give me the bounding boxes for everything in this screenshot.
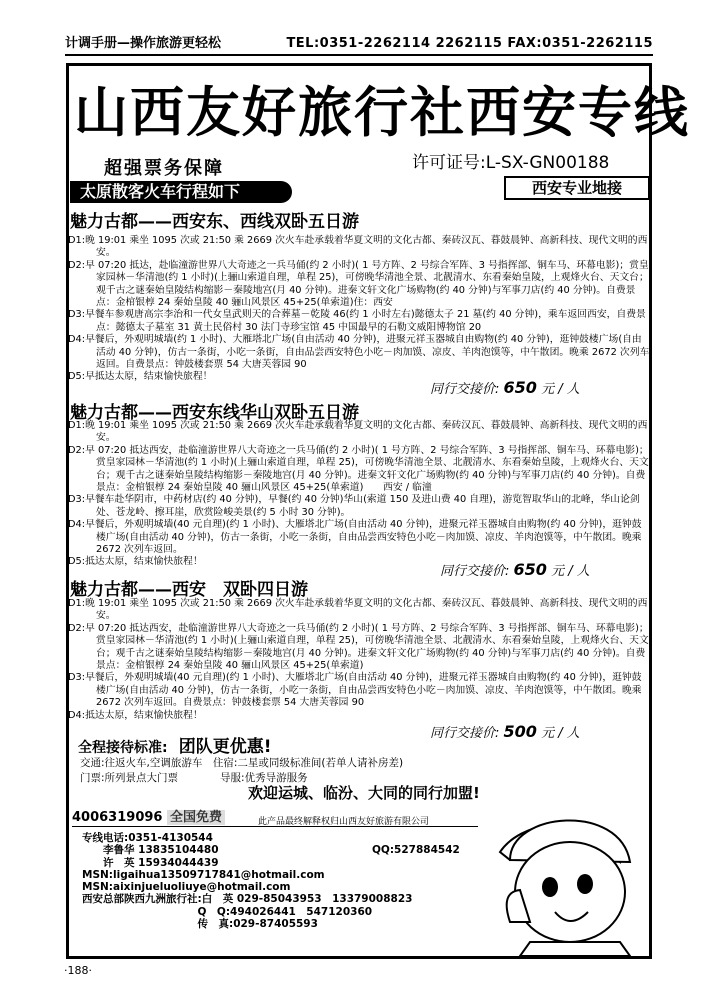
left-eye	[542, 877, 558, 897]
contact-text: 李鲁华 13835104480	[82, 844, 219, 857]
shirt	[520, 942, 630, 956]
service-standard	[78, 732, 378, 757]
contact-line	[82, 906, 502, 918]
contact-line	[82, 918, 502, 930]
price-label: 同行交接价:	[430, 726, 500, 741]
subtitle: 超强票务保障	[104, 158, 224, 179]
route-title: 魅力古都——西安 双卧四日游	[70, 580, 308, 600]
price-unit: 元 / 人	[551, 564, 590, 579]
price-unit: 元 / 人	[541, 726, 580, 741]
mascot-illustration	[470, 772, 650, 956]
section-banner: 太原散客火车行程如下	[70, 181, 292, 203]
service-line: 交通:往返火车,空调旅游车 住宿:二星或同级标准间(若单人请补房差)	[80, 757, 404, 769]
contact-text: 许 英 15934044439	[82, 856, 219, 869]
header-contacts: TEL:0351-2262114 2262115 FAX:0351-2262115	[286, 36, 653, 51]
contact-line	[82, 832, 502, 844]
right-eye	[577, 874, 593, 894]
itinerary	[68, 598, 650, 722]
route-title: 魅力古都——西安东线华山双卧五日游	[70, 403, 359, 423]
itinerary-day: D4:早餐后，外观明城墙(约 1 小时)、大雁塔北广场(自由活动 40 分钟)，进聚元祥玉器城自由购物(约 40 分钟)，逛钟鼓楼广场(自由活动 40 分钟)，仿古一条街，小吃一条街，自由品尝西安特色小吃－肉加馍、凉皮、羊肉泡馍等，中午散团。晚乘 2672 次列车返回。自费景点：钟鼓楼套票 54 大唐芙蓉园 90	[68, 334, 650, 371]
itinerary-day: D3:早餐后，外观明城墙(40 元自理)(约 1 小时)、大雁塔北广场(自由活动 40 分钟)，进聚元祥玉器城自由购物(约 40 分钟)，逛钟鼓楼广场(自由活动 40 分钟)，仿古一条街，小吃一条街，自由品尝西安特色小吃－肉加馍、凉皮、羊肉泡馍等，中午散团。晚乘 2672 次列车返回。自费景点：钟鼓楼套票 54 大唐芙蓉园 90	[68, 672, 642, 709]
price-tag	[430, 378, 580, 397]
specialty-badge: 西安专业地接	[504, 176, 650, 200]
itinerary-day: D2:早 07:20 抵达西安，赴临潼游世界八大奇迹之一兵马俑(约 2 小时)( 1 号方阵、2 号综合军阵、3 号指挥部、铜车马、环幕电影)；赏皇家园林－华清池(约 1 小时)(上骊山索道自理，单程 25)，可傍晚华清池全景、北靓清水、东看秦始皇陵，上观烽火台、天文台；观千古之谜秦始皇陵结构缩影－秦陵地宫(月 40 分钟)。进秦文轩文化广场购物(约 40 分钟)与军事刀店(约 40 分钟)。自费景点：金棺银椁 24 秦始皇陵 40 骊山风景区 45+25(单索道)	[68, 622, 649, 672]
itinerary-day: D1:晚 19:01 乘坐 1095 次或 21:50 乘 2669 次火车赴承载着华夏文明的文化古都、秦砖汉瓦、暮鼓晨钟、高新科技、现代文明的西安。	[68, 235, 648, 259]
header-bar	[65, 34, 653, 56]
price-label: 同行交接价:	[440, 564, 510, 579]
itinerary	[68, 420, 650, 569]
header-slogan: 计调手册—操作旅游更轻松	[65, 36, 222, 51]
contact-text: MSN:aixinjueluoliuye@hotmail.com	[82, 881, 291, 894]
service-label: 全程接待标准:	[78, 740, 168, 756]
itinerary-day: D2:早 07:20 抵达西安，赴临潼游世界八大奇迹之一兵马俑(约 2 小时)( 1 号方阵、2 号综合军阵、3 号指挥部、铜车马、环幕电影)；赏皇家园林－华清池(约 1 小时)(上骊山索道自理，单程 25)，可傍晚华清池全景、北靓清水、东看秦始皇陵，上观烽火台、天文台；观千古之谜秦始皇陵结构缩影－秦陵地宫(月 40 分钟)。进秦文轩文化广场购物(约 40 分钟)与军事刀店(约 40 分钟)。自费景点：金棺银椁 24 秦始皇陵 40 骊山风景区 45+25(单索道) 西安 / 临潼	[68, 444, 649, 494]
rights-notice: 此产品最终解释权归山西友好旅游有限公司	[258, 817, 430, 827]
itinerary-day: D2:早 07:20 抵达，赴临潼游世界八大奇迹之一兵马俑(约 2 小时)( 1 号方阵、2 号综合军阵、3 号指挥部、铜车马、环幕电影)；赏皇家园林－华清池(约 1 小时)(上骊山索道自理，单程 25)，可傍晚华清池全景、北靓清水、东看秦始皇陵，上观烽火台、天文台；观千古之谜秦始皇陵结构缩影－秦陵地宫(月 40 分钟)。进秦文轩文化广场购物(约 40 分钟)与军事刀店(约 40 分钟)。自费景点：金棺银椁 24 秦始皇陵 40 骊山风景区 45+25(单索道)住：西安	[68, 259, 649, 309]
contact-line	[82, 881, 502, 893]
hotline-number: 4006319096	[72, 810, 163, 825]
face	[515, 842, 625, 942]
itinerary-day: D3:早餐车参观唐高宗李治和一代女皇武则天的合葬墓－乾陵 46(约 1 小时左右)懿德太子 21 墓(约 40 分钟)，乘车返回西安，自费景点：懿德太子墓室 31 黄土民俗村 30 法门寺珍宝馆 45 中国最早的石勒文威阳博物馆 20	[68, 309, 646, 333]
contact-line	[82, 893, 502, 905]
price-amount: 650	[503, 378, 537, 397]
page-number: ·188·	[64, 964, 92, 977]
hotline	[72, 806, 225, 825]
price-amount: 500	[503, 722, 537, 741]
contact-line	[82, 844, 502, 856]
price-unit: 元 / 人	[541, 382, 580, 397]
contact-line	[82, 857, 502, 869]
page-title: 山西友好旅行社西安专线	[74, 80, 690, 144]
hotline-label: 全国免费	[167, 810, 225, 825]
itinerary	[68, 235, 650, 384]
contact-block	[82, 832, 502, 930]
service-line: 门票:所列景点大门票 导服:优秀导游服务	[80, 772, 308, 784]
itinerary-day: D3:早餐车赴华阴市，中药材店(约 40 分钟)，早餐(约 40 分钟)华山(索道 150 及进山费 40 自理)，游览智取华山的北峰，华山论剑处、苍龙岭、擦耳崖，欣赏险峻美景(约 5 小时 30 分钟)。	[68, 494, 640, 518]
contact-text: 专线电话:0351-4130544	[82, 832, 213, 844]
price-tag	[430, 722, 580, 741]
contact-text: 西安总部陕西九洲旅行社:白 英 029-85043953 13379008823	[82, 893, 413, 906]
itinerary-day: D1:晚 19:01 乘坐 1095 次或 21:50 乘 2669 次火车赴承载着华夏文明的文化古都、秦砖汉瓦、暮鼓晨钟、高新科技、现代文明的西安。	[68, 420, 648, 444]
welcome-slogan: 欢迎运城、临汾、大同的同行加盟!	[248, 784, 480, 802]
itinerary-day: D5:抵达太原，结束愉快旅程！	[68, 556, 203, 568]
service-slogan: 团队更优惠!	[178, 737, 272, 757]
qq-number: QQ:527884542	[372, 844, 460, 857]
itinerary-day: D4:早餐后，外观明城墙(40 元自理)(约 1 小时)、大雁塔北广场(自由活动 40 分钟)，进聚元祥玉器城自由购物(约 40 分钟)，逛钟鼓楼广场(自由活动 40 分钟)，仿古一条街，小吃一条街，自由品尝西安特色小吃－肉加馍、凉皮、羊肉泡馍等，中午散团。晚乘 2672 次列车返回。	[68, 519, 642, 556]
divider	[72, 826, 478, 827]
price-tag	[440, 560, 590, 579]
itinerary-day: D1:晚 19:01 乘坐 1095 次或 21:50 乘 2669 次火车赴承载着华夏文明的文化古都、秦砖汉瓦、暮鼓晨钟、高新科技、现代文明的西安。	[68, 598, 648, 622]
itinerary-day: D4:抵达太原，结束愉快旅程！	[68, 709, 203, 721]
license-number: 许可证号:L-SX-GN00188	[412, 153, 610, 173]
itinerary-day: D5:早抵达太原，结束愉快旅程！	[68, 371, 213, 383]
route-title: 魅力古都——西安东、西线双卧五日游	[70, 212, 359, 232]
contact-text: MSN:ligaihua13509717841@hotmail.com	[82, 868, 325, 881]
contact-text: 传 真:029-87405593	[82, 918, 318, 931]
price-label: 同行交接价:	[430, 382, 500, 397]
contact-line	[82, 869, 502, 881]
contact-text: Q Q:494026441 547120360	[82, 905, 373, 918]
price-amount: 650	[513, 560, 547, 579]
